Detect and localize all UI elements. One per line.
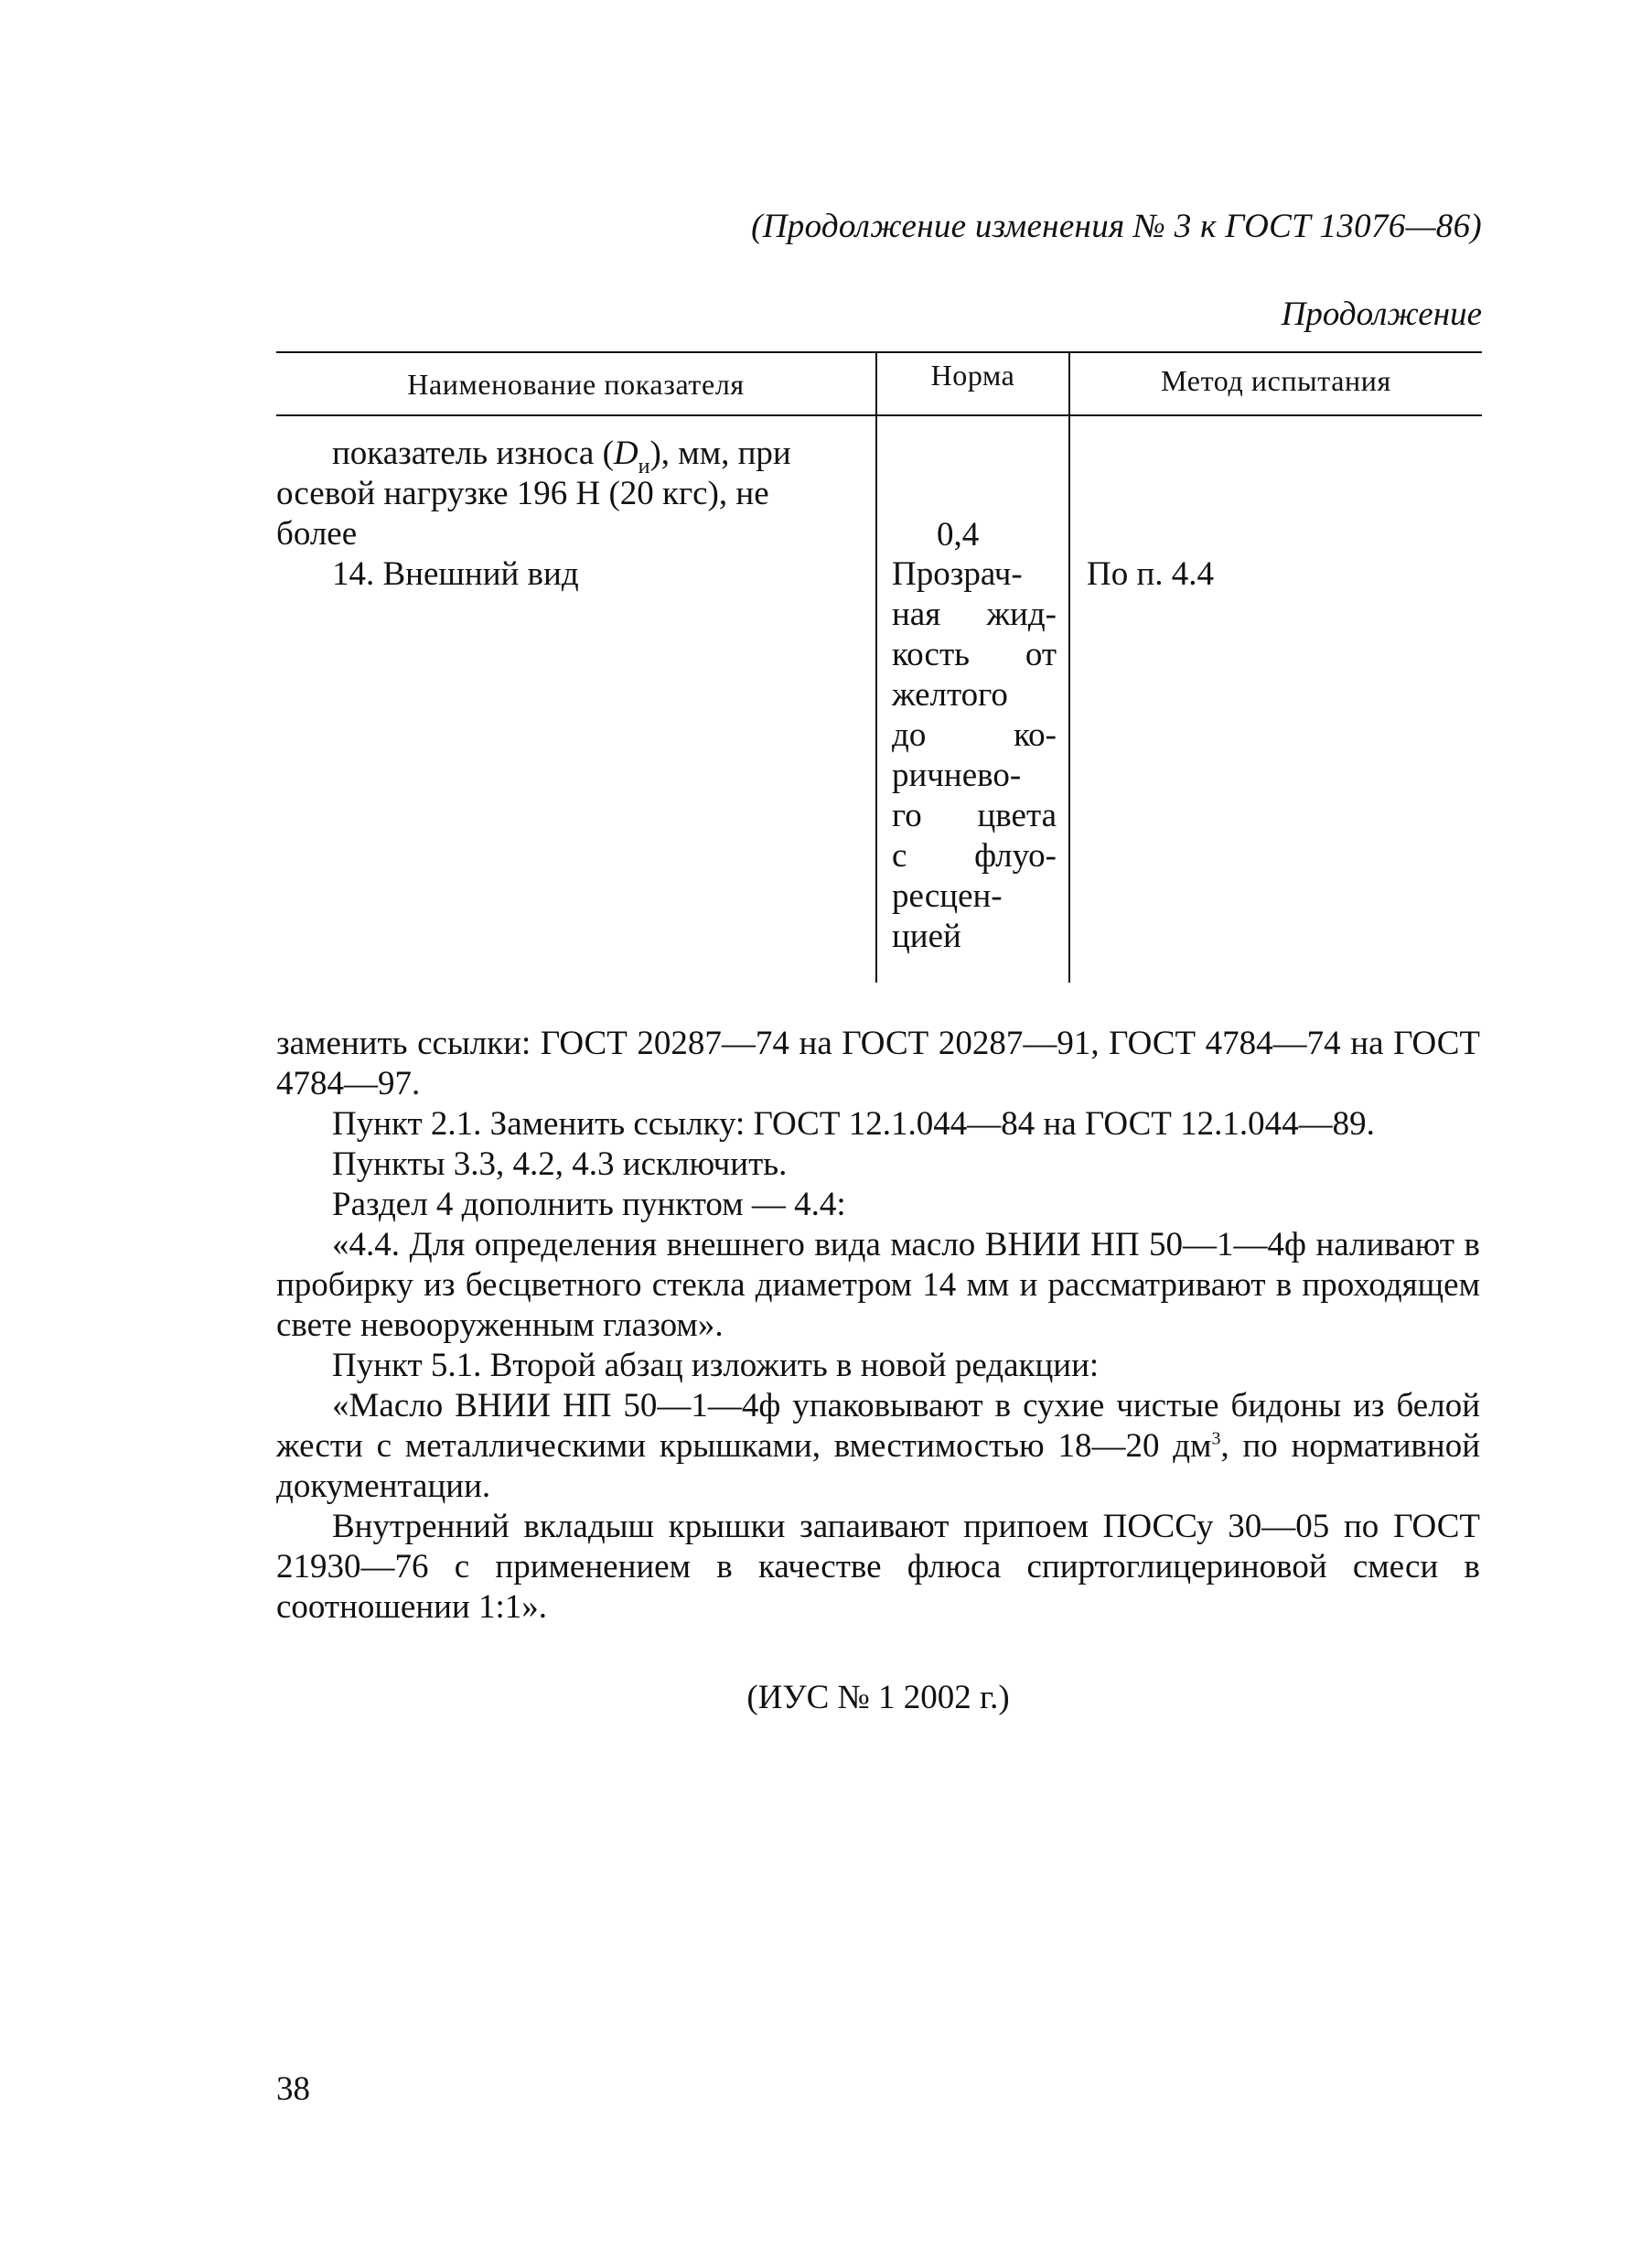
appearance-test-method: По п. 4.4 xyxy=(1087,555,1215,593)
paragraph-clause-5-1: Пункт 5.1. Второй абзац изложить в новой редакции: xyxy=(332,1347,1100,1384)
appearance-norm-line: с флуо- xyxy=(892,837,1057,875)
appearance-norm-line: цией xyxy=(892,918,961,955)
table-top-rule xyxy=(276,351,1482,353)
appearance-norm-line: ричнево- xyxy=(892,757,1022,794)
appearance-norm-line: кость от xyxy=(892,636,1057,673)
page-number: 38 xyxy=(276,2070,310,2108)
appearance-name: 14. Внешний вид xyxy=(332,555,579,593)
specification-table xyxy=(276,351,1482,983)
appearance-norm-line: го цвета xyxy=(892,797,1057,834)
column-header-name: Наименование показателя xyxy=(407,368,745,401)
cubic-superscript: 3 xyxy=(1211,1428,1221,1449)
column-header-method: Метод испытания xyxy=(1161,364,1391,397)
table-continuation-label: Продолжение xyxy=(1281,296,1482,333)
appearance-norm-line: Прозрач- xyxy=(892,555,1023,593)
amendment-header-note: (Продолжение изменения № 3 к ГОСТ 13076—86) xyxy=(751,208,1482,245)
paragraph-references: заменить ссылки: ГОСТ 20287—74 на ГОСТ 20287—91, ГОСТ 4784—74 на ГОСТ 4784—97. xyxy=(276,1025,1480,1102)
wear-symbol-subscript: и xyxy=(638,455,650,478)
paragraph-clauses-excluded: Пункты 3.3, 4.2, 4.3 исключить. xyxy=(332,1145,788,1183)
paragraph-lid-sealing: Внутренний вкладыш крышки запаивают припоем ПОССу 30—05 по ГОСТ 21930—76 с применением в качестве флюса спиртоглицериновой смеси в соотношении 1:1». xyxy=(276,1508,1480,1626)
paragraph-packaging: «Масло ВНИИ НП 50—1—4ф упаковывают в сухие чистые бидоны из белой жести с металлическими крышками, вместимостью 18—20 $дм^3$, по нормативной документации. xyxy=(276,1387,1480,1505)
paragraph-section-4: Раздел 4 дополнить пунктом — 4.4: xyxy=(332,1186,846,1223)
paragraph-clause-4-4: «4.4. Для определения внешнего вида масло ВНИИ НП 50—1—4ф наливают в пробирку из бесцветного стекла диаметром 14 мм и рассматривают в проходящем свете невооруженным глазом». xyxy=(276,1226,1480,1344)
paragraph-clause-2-1: Пункт 2.1. Заменить ссылку: ГОСТ 12.1.044—84 на ГОСТ 12.1.044—89. xyxy=(332,1105,1375,1143)
table-column-divider xyxy=(1068,351,1070,983)
wear-index-name-line: более xyxy=(276,515,358,553)
wear-index-norm-value: 0,4 xyxy=(937,516,980,554)
appearance-norm-line: ресцен- xyxy=(892,877,1003,915)
column-header-norm: Норма xyxy=(930,359,1015,392)
appearance-norm xyxy=(892,554,1057,957)
wear-index-name-line: осевой нагрузке 196 Н (20 кгс), не xyxy=(276,475,769,512)
table-header-rule xyxy=(276,414,1482,416)
appearance-norm-line: желтого xyxy=(892,676,1008,714)
wear-symbol: D xyxy=(613,435,638,472)
wear-index-name-line: показатель износа $(D_и)$, мм, при xyxy=(332,435,791,478)
appearance-norm-line: до ко- xyxy=(892,716,1057,754)
amendment-body xyxy=(276,1024,1480,1628)
appearance-norm-line: ная жид- xyxy=(892,596,1057,633)
ius-reference: (ИУС № 1 2002 г.) xyxy=(746,1679,1010,1716)
table-column-divider xyxy=(875,351,877,983)
